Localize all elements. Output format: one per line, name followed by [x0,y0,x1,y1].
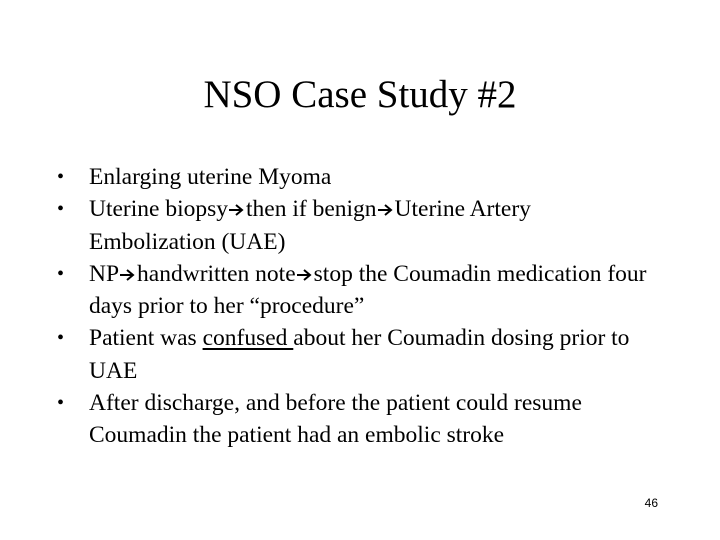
arrow-right-icon [229,203,245,217]
arrow-right-icon [297,268,313,282]
bullet-list [57,161,657,452]
underlined-word: confused [202,325,294,352]
bullet-text-segment: NP [89,260,120,287]
bullet-item [57,193,657,258]
bullet-dot: • [57,166,65,188]
page-number: 46 [644,496,658,510]
bullet-text-segment: handwritten note [137,260,296,287]
bullet-text-segment: stop the Coumadin medication four days prior to her “procedure” [89,260,647,320]
bullet-text: Enlarging uterine Myoma [89,164,332,190]
bullet-dot: • [57,327,65,350]
bullet-item [57,258,657,323]
bullet-text-segment: Uterine Artery Embolization (UAE) [89,196,531,255]
bullet-text-segment: then if benign [246,196,377,223]
bullet-text-segment: Uterine biopsy [89,196,229,223]
bullet-dot: • [57,198,65,221]
arrow-right-icon [120,268,136,282]
arrow-right-icon [378,203,394,217]
slide-title: NSO Case Study #2 [203,73,517,116]
bullet-item [57,161,657,193]
bullet-text: After discharge, and before the patient could resume Coumadin the patient had an embolic stroke [89,390,582,449]
bullet-text-segment: Patient was [89,325,203,352]
bullet-text-segment: about her Coumadin dosing prior to UAE [89,325,630,384]
bullet-dot: • [57,262,65,285]
bullet-item [57,387,657,452]
bullet-dot: • [57,392,65,415]
bullet-item [57,322,657,387]
